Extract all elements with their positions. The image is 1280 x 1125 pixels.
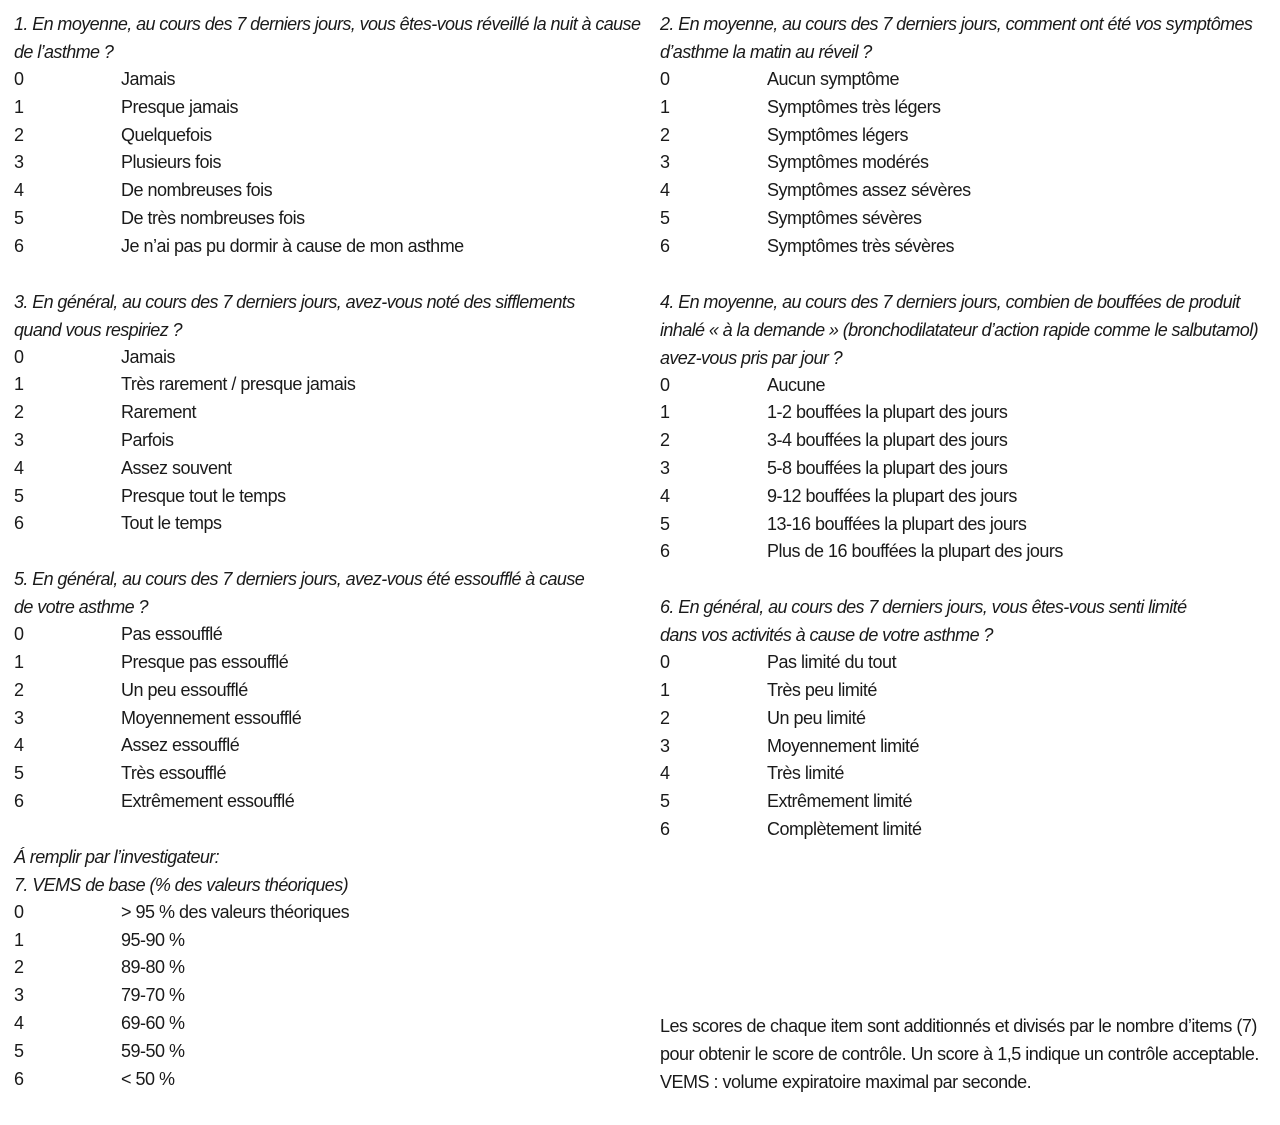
- option-label: Pas limité du tout: [767, 652, 897, 673]
- option-score: 1: [14, 374, 24, 395]
- option-score: 4: [660, 485, 670, 506]
- option-row: [14, 788, 614, 816]
- option-row: [660, 760, 1270, 788]
- option-label: Très essoufflé: [121, 763, 227, 784]
- question-title-line: 4. En moyenne, au cours des 7 derniers jours, combien de bouffées de produit: [660, 291, 1240, 312]
- option-score: 5: [14, 1040, 24, 1061]
- option-score: 4: [14, 1012, 24, 1033]
- option-score: 4: [660, 180, 670, 201]
- option-label: Presque tout le temps: [121, 485, 286, 506]
- question-4: [660, 288, 1270, 567]
- option-score: 4: [14, 180, 24, 201]
- option-score: 5: [660, 791, 670, 812]
- option-score: 1: [660, 679, 670, 700]
- option-label: Je n’ai pas pu dormir à cause de mon asthme: [121, 235, 464, 256]
- question-title-line: d’asthme la matin au réveil ?: [660, 42, 872, 62]
- option-label: Un peu limité: [767, 707, 866, 728]
- option-label: Très limité: [767, 763, 844, 784]
- option-row: [660, 705, 1270, 733]
- option-label: Assez souvent: [121, 457, 232, 478]
- option-label: 5-8 bouffées la plupart des jours: [767, 457, 1008, 478]
- option-label: Symptômes modérés: [767, 152, 929, 173]
- option-row: [14, 649, 614, 677]
- option-row: [14, 233, 614, 261]
- option-label: < 50 %: [121, 1068, 175, 1089]
- option-score: 1: [14, 929, 24, 950]
- option-row: [660, 399, 1270, 427]
- option-row: [660, 177, 1270, 205]
- option-row: [660, 233, 1270, 261]
- option-label: 79-70 %: [121, 985, 185, 1006]
- option-row: [14, 205, 614, 233]
- question-title-line: 5. En général, au cours des 7 derniers jours, avez-vous été essoufflé à cause: [14, 569, 585, 590]
- option-score: 4: [14, 735, 24, 756]
- option-score: 0: [660, 652, 670, 673]
- option-row: [14, 66, 614, 94]
- option-score: 6: [14, 235, 24, 256]
- option-row: [660, 427, 1270, 455]
- option-label: 13-16 bouffées la plupart des jours: [767, 513, 1027, 534]
- option-score: 0: [14, 346, 24, 367]
- option-label: Symptômes très sévères: [767, 235, 955, 256]
- question-title-line: 6. En général, au cours des 7 derniers jours, vous êtes-vous senti limité: [660, 597, 1187, 618]
- option-row: [14, 1038, 614, 1066]
- option-label: Aucun symptôme: [767, 69, 900, 89]
- question-title-line: 1. En moyenne, au cours des 7 derniers jours, vous êtes-vous réveillé la nuit à cause: [14, 14, 641, 34]
- option-label: Plus de 16 bouffées la plupart des jours: [767, 541, 1063, 562]
- option-row: [660, 66, 1270, 94]
- option-label: De très nombreuses fois: [121, 207, 305, 228]
- option-label: > 95 % des valeurs théoriques: [121, 901, 350, 922]
- option-row: [660, 788, 1270, 816]
- option-label: Plusieurs fois: [121, 152, 222, 173]
- option-score: 6: [14, 790, 24, 811]
- option-row: [660, 649, 1270, 677]
- option-row: [660, 816, 1270, 844]
- option-label: Symptômes sévères: [767, 207, 922, 228]
- question-title-line: 7. VEMS de base (% des valeurs théoriques): [14, 874, 348, 895]
- option-label: Pas essoufflé: [121, 624, 223, 645]
- footnote-line: Les scores de chaque item sont additionnés et divisés par le nombre d’items (7): [660, 1016, 1257, 1036]
- option-row: [14, 149, 614, 177]
- option-label: Extrêmement essoufflé: [121, 790, 295, 811]
- right-column: [660, 10, 1270, 871]
- option-label: Presque jamais: [121, 96, 239, 117]
- option-row: [14, 677, 614, 705]
- option-label: Symptômes assez sévères: [767, 180, 971, 201]
- option-row: [14, 705, 614, 733]
- option-score: 2: [14, 957, 24, 978]
- option-label: Jamais: [121, 346, 176, 367]
- option-row: [14, 899, 614, 927]
- option-score: 2: [660, 124, 670, 145]
- option-score: 4: [14, 457, 24, 478]
- option-row: [14, 371, 614, 399]
- option-row: [14, 760, 614, 788]
- question-title-line: quand vous respiriez ?: [14, 319, 182, 340]
- option-label: Un peu essoufflé: [121, 679, 248, 700]
- option-row: [14, 455, 614, 483]
- option-score: 6: [14, 513, 24, 534]
- option-label: Parfois: [121, 429, 174, 450]
- option-row: [660, 483, 1270, 511]
- option-score: 5: [14, 763, 24, 784]
- option-label: Quelquefois: [121, 124, 212, 145]
- option-row: [14, 177, 614, 205]
- option-score: 3: [14, 152, 24, 173]
- question-5: [14, 565, 614, 816]
- question-title-line: inhalé « à la demande » (bronchodilatateur d’action rapide comme le salbutamol): [660, 319, 1258, 340]
- option-score: 6: [660, 818, 670, 839]
- question-title-line: de votre asthme ?: [14, 597, 148, 618]
- option-row: [660, 149, 1270, 177]
- question-title-line: dans vos activités à cause de votre asthme ?: [660, 625, 993, 646]
- option-label: Extrêmement limité: [767, 791, 913, 812]
- option-score: 5: [660, 513, 670, 534]
- option-score: 2: [14, 124, 24, 145]
- option-score: 1: [14, 96, 24, 117]
- option-label: Assez essoufflé: [121, 735, 240, 756]
- option-label: Moyennement essoufflé: [121, 707, 302, 728]
- option-label: Rarement: [121, 402, 197, 423]
- option-row: [14, 982, 614, 1010]
- option-score: 4: [660, 763, 670, 784]
- option-score: 2: [14, 679, 24, 700]
- option-label: 9-12 bouffées la plupart des jours: [767, 485, 1017, 506]
- option-label: Aucune: [767, 374, 826, 395]
- option-score: 3: [660, 457, 670, 478]
- option-label: Jamais: [121, 69, 176, 89]
- investigator-note: Á remplir par l’investigateur:: [14, 846, 220, 867]
- option-label: Symptômes légers: [767, 124, 909, 145]
- option-row: [660, 511, 1270, 539]
- option-score: 2: [14, 402, 24, 423]
- option-label: Très rarement / presque jamais: [121, 374, 356, 395]
- option-score: 3: [14, 707, 24, 728]
- option-score: 3: [14, 429, 24, 450]
- question-3: [14, 288, 614, 539]
- option-label: 1-2 bouffées la plupart des jours: [767, 402, 1008, 423]
- option-score: 5: [14, 485, 24, 506]
- option-score: 5: [14, 207, 24, 228]
- option-score: 3: [14, 985, 24, 1006]
- option-row: [14, 1066, 614, 1094]
- question-title-line: avez-vous pris par jour ?: [660, 347, 843, 368]
- option-score: 0: [14, 901, 24, 922]
- option-label: Très peu limité: [767, 679, 877, 700]
- option-label: Complètement limité: [767, 818, 922, 839]
- question-7: [14, 843, 614, 1094]
- option-row: [660, 122, 1270, 150]
- option-score: 0: [14, 624, 24, 645]
- question-title-line: de l’asthme ?: [14, 42, 114, 62]
- option-row: [660, 733, 1270, 761]
- option-score: 0: [14, 69, 24, 89]
- option-row: [660, 205, 1270, 233]
- option-row: [14, 510, 614, 538]
- option-score: 1: [660, 96, 670, 117]
- footnote-line: pour obtenir le score de contrôle. Un score à 1,5 indique un contrôle acceptable.: [660, 1044, 1259, 1064]
- option-score: 0: [660, 69, 670, 89]
- question-2: [660, 10, 1270, 261]
- option-score: 6: [660, 541, 670, 562]
- option-row: [660, 677, 1270, 705]
- option-score: 2: [660, 707, 670, 728]
- option-row: [660, 372, 1270, 400]
- option-label: Symptômes très légers: [767, 96, 941, 117]
- option-label: Presque pas essoufflé: [121, 651, 289, 672]
- option-row: [14, 399, 614, 427]
- option-row: [14, 483, 614, 511]
- left-column: [14, 10, 641, 1120]
- question-title-line: 3. En général, au cours des 7 derniers jours, avez-vous noté des sifflements: [14, 291, 575, 312]
- option-score: 5: [660, 207, 670, 228]
- option-row: [14, 122, 614, 150]
- footnote-line: VEMS : volume expiratoire maximal par seconde.: [660, 1072, 1032, 1092]
- option-row: [14, 927, 614, 955]
- question-title-line: 2. En moyenne, au cours des 7 derniers jours, comment ont été vos symptômes: [660, 14, 1253, 34]
- option-label: 3-4 bouffées la plupart des jours: [767, 430, 1008, 451]
- option-row: [14, 954, 614, 982]
- option-row: [14, 1010, 614, 1038]
- option-score: 0: [660, 374, 670, 395]
- option-row: [14, 427, 614, 455]
- option-score: 6: [660, 235, 670, 256]
- option-label: Tout le temps: [121, 513, 222, 534]
- option-score: 1: [14, 651, 24, 672]
- question-6: [660, 593, 1270, 844]
- option-row: [14, 621, 614, 649]
- option-label: Moyennement limité: [767, 735, 920, 756]
- option-label: 69-60 %: [121, 1012, 185, 1033]
- option-row: [14, 344, 614, 372]
- option-row: [660, 538, 1270, 566]
- option-score: 6: [14, 1068, 24, 1089]
- option-row: [14, 732, 614, 760]
- option-row: [660, 455, 1270, 483]
- option-label: 89-80 %: [121, 957, 185, 978]
- option-label: 95-90 %: [121, 929, 185, 950]
- option-label: De nombreuses fois: [121, 180, 273, 201]
- option-score: 1: [660, 402, 670, 423]
- question-1: [14, 10, 641, 261]
- option-score: 3: [660, 735, 670, 756]
- scoring-footnote: [660, 1012, 1270, 1096]
- option-label: 59-50 %: [121, 1040, 185, 1061]
- option-row: [660, 94, 1270, 122]
- option-score: 2: [660, 430, 670, 451]
- option-score: 3: [660, 152, 670, 173]
- option-row: [14, 94, 614, 122]
